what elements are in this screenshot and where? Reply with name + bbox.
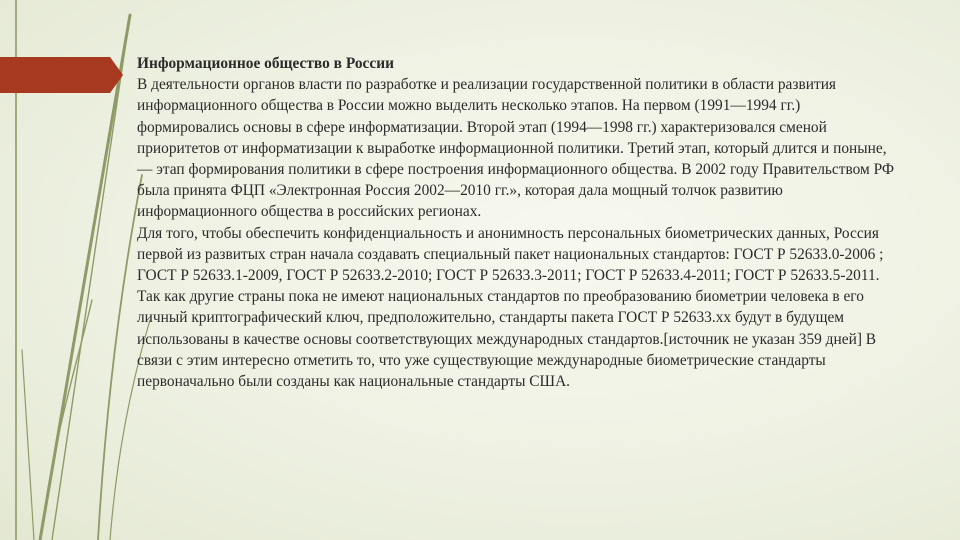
slide-content	[137, 53, 897, 392]
slide-title: Информационное общество в России	[137, 55, 394, 72]
grass-blade-3	[40, 300, 92, 540]
grass-blade-4	[98, 175, 142, 540]
paragraph-international: Так как другие страны пока не имеют национальных стандартов по преобразованию биометрии человека в его личный криптографический ключ, предположительно, стандарты пакета ГОСТ Р 52633.хх будут в будущем использованы в качестве основы соответствующих международных стандартов.[источник не указан 359 дней] В связи с этим интересно отметить то, что уже существующие международные биометрические стандарты первоначально были созданы как национальные стандарты США.	[137, 288, 877, 391]
accent-arrow	[0, 57, 123, 93]
paragraph-gost-standards: Для того, чтобы обеспечить конфиденциальность и анонимность персональных биометрических данных, Россия первой из развитых стран начала создавать специальный пакет национальных стандартов: ГОСТ Р 52633.0-2006 ; ГОСТ Р 52633.1-2009, ГОСТ Р 52633.2-2010; ГОСТ Р 52633.3-2011; ГОСТ Р 52633.4-2011; ГОСТ Р 52633.5-2011.	[137, 224, 884, 285]
grass-blade-6	[22, 350, 34, 540]
paragraph-stages: В деятельности органов власти по разработке и реализации государственной политики в области развития информационного общества в России можно выделить несколько этапов. На первом (1991—1994 гг.) формировались основы в сфере информатизации. Второй этап (1994—1998 гг.) характеризовался сменой приоритетов от информатизации к выработке информационной политики. Третий этап, который длится и поныне, — этап формирования политики в сфере построения информационного общества. В 2002 году Правительством РФ была принята ФЦП «Электронная Россия 2002—2010 гг.», которая дала мощный толчок развитию информационного общества в российских регионах.	[137, 76, 895, 221]
grass-blade-2	[52, 15, 130, 540]
